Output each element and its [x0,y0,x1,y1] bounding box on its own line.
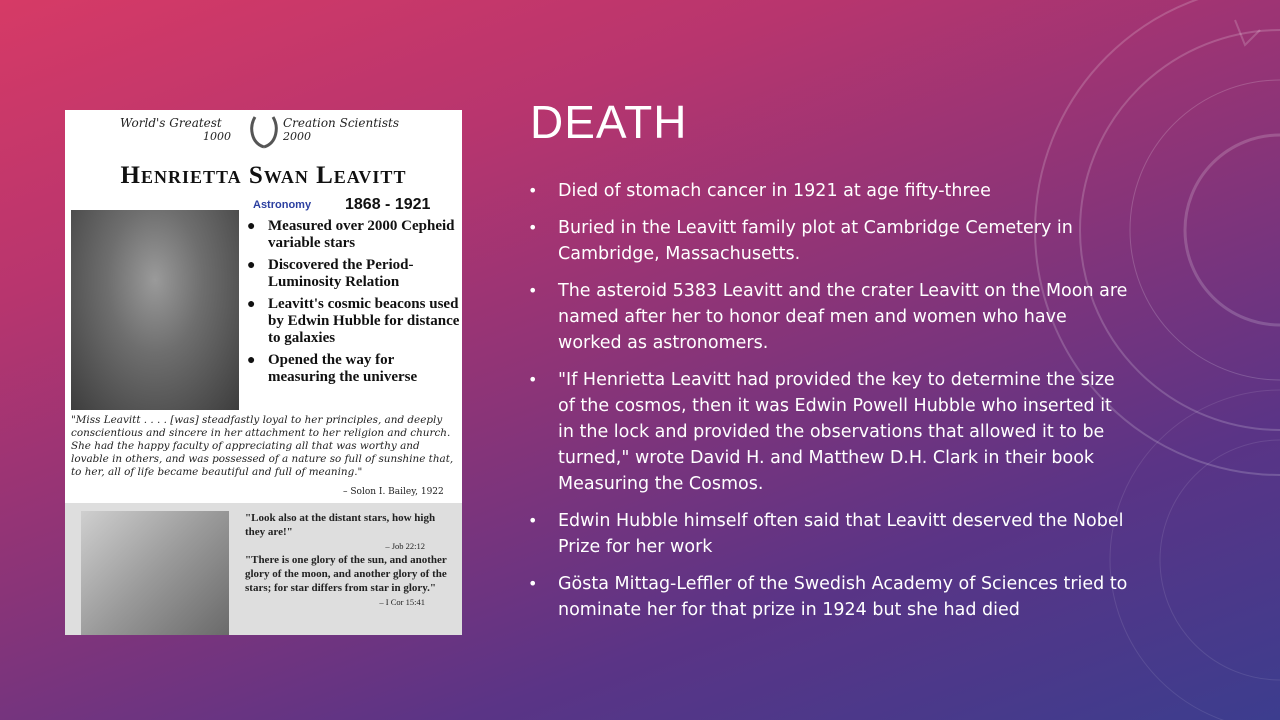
verse-2-ref: – I Cor 15:41 [379,597,425,607]
poster-field: Astronomy [253,199,312,211]
poster-quote-attribution: – Solon I. Bailey, 1922 [343,487,444,497]
portrait-photo [71,210,239,410]
verse-2: "There is one glory of the sun, and another glory of the moon, and another glory of the stars; for star differs from star in glory." [245,554,447,594]
bullet-item: • Died of stomach cancer in 1921 at age fifty-three [528,178,1128,204]
poster-fact: ● Opened the way for measuring the universe [245,352,460,386]
bullet-item: • Edwin Hubble himself often said that Leavitt deserved the Nobel Prize for her work [528,508,1128,560]
slide-title: DEATH [530,96,688,148]
poster-header [65,110,462,160]
poster-fact: ● Measured over 2000 Cepheid variable stars [245,218,460,252]
poster-lifespan: 1868 - 1921 [345,196,431,213]
poster-quote: "Miss Leavitt . . . . [was] steadfastly loyal to her principles, and deeply conscientious and sincere in her attachment to her religion and church. She had the happy faculty of appreciating all that was worthy and lovable in others, and was possessed of a nature so full of sunshine that, to her, all of life became beautiful and full of meaning." [71,414,454,478]
working-photo [81,511,229,635]
poster-year-start: 1000 [203,130,231,143]
wreath-icon [247,113,281,151]
poster-name: Henrietta Swan Leavitt [120,162,407,189]
poster-fact: ● Discovered the Period-Luminosity Relation [245,257,460,291]
poster-header-left: World's Greatest [120,116,222,130]
poster-lower-panel [65,503,462,635]
poster-verses [245,511,455,609]
bullet-item: • The asteroid 5383 Leavitt and the crater Leavitt on the Moon are named after her to honor deaf men and women who have worked as astronomers. [528,278,1128,356]
bullet-list [528,178,1128,634]
poster-facts [245,218,460,391]
leavitt-poster-image [65,110,462,635]
bullet-item: • "If Henrietta Leavitt had provided the key to determine the size of the cosmos, then it was Edwin Powell Hubble who inserted it in the lock and provided the observations that allowed it to be turned," wrote David H. and Matthew D.H. Clark in their book Measuring the Cosmos. [528,367,1128,497]
poster-header-right: Creation Scientists [283,116,400,130]
poster-fact: ● Leavitt's cosmic beacons used by Edwin Hubble for distance to galaxies [245,296,460,347]
verse-1-ref: – Job 22:12 [385,541,425,551]
bullet-item: • Buried in the Leavitt family plot at Cambridge Cemetery in Cambridge, Massachusetts. [528,215,1128,267]
poster-year-end: 2000 [283,130,311,143]
verse-1: "Look also at the distant stars, how high they are!" [245,512,436,538]
bullet-item: • Gösta Mittag-Leffler of the Swedish Academy of Sciences tried to nominate her for that prize in 1924 but she had died [528,571,1128,623]
